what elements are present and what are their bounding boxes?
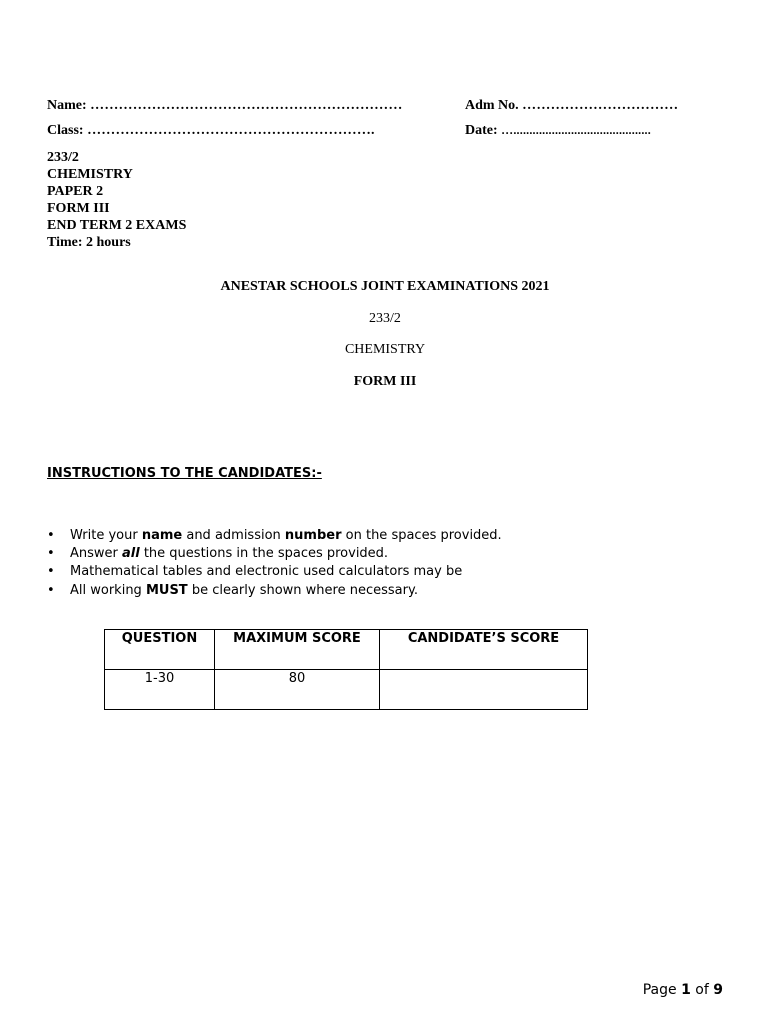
adm-dots: …………………………… bbox=[522, 98, 679, 113]
score-table bbox=[104, 629, 588, 710]
instructions-heading: INSTRUCTIONS TO THE CANDIDATES:- bbox=[47, 466, 322, 481]
name-field[interactable] bbox=[47, 98, 403, 114]
exam-title: ANESTAR SCHOOLS JOINT EXAMINATIONS 2021 bbox=[220, 279, 550, 294]
adm-no-field[interactable] bbox=[465, 98, 678, 114]
list-item bbox=[47, 582, 502, 600]
cell-maximum-score: 80 bbox=[215, 670, 380, 710]
class-field[interactable] bbox=[47, 123, 375, 139]
bullet-icon: • bbox=[47, 582, 55, 598]
exam-subject: CHEMISTRY bbox=[344, 342, 426, 357]
current-page: 1 bbox=[681, 982, 691, 998]
list-item bbox=[47, 527, 502, 545]
bullet-icon: • bbox=[47, 564, 55, 580]
paper-term: END TERM 2 EXAMS bbox=[47, 218, 187, 233]
class-label: Class: bbox=[47, 123, 84, 138]
bullet-icon: • bbox=[47, 528, 55, 543]
exam-code: 233/2 bbox=[369, 311, 401, 326]
name-dots: ………………………………………………………… bbox=[90, 98, 403, 113]
paper-number: PAPER 2 bbox=[47, 184, 104, 199]
paper-code: 233/2 bbox=[47, 150, 79, 165]
table-header-row bbox=[105, 630, 588, 670]
table-row bbox=[105, 670, 588, 710]
instruction-text: All working MUST be clearly shown where necessary. bbox=[70, 582, 418, 598]
of-word: of bbox=[695, 982, 709, 998]
paper-info bbox=[47, 149, 186, 251]
total-pages: 9 bbox=[713, 982, 723, 998]
header-maximum-score: MAXIMUM SCORE bbox=[215, 630, 380, 670]
header-candidate-score: CANDIDATE’S SCORE bbox=[380, 630, 588, 670]
page-number bbox=[643, 982, 723, 998]
paper-form: FORM III bbox=[47, 201, 110, 216]
instructions-list bbox=[47, 527, 502, 600]
instruction-text: Answer all the questions in the spaces provided. bbox=[70, 546, 389, 562]
bullet-icon: • bbox=[47, 546, 55, 562]
date-label: Date: bbox=[465, 123, 498, 138]
date-dots: …........................................... bbox=[501, 123, 651, 137]
list-item bbox=[47, 563, 502, 581]
paper-time: Time: 2 hours bbox=[47, 235, 131, 250]
page-word: Page bbox=[642, 982, 677, 998]
paper-subject: CHEMISTRY bbox=[47, 167, 133, 182]
name-label: Name: bbox=[47, 98, 87, 113]
cell-candidate-score[interactable] bbox=[380, 670, 588, 710]
date-field[interactable] bbox=[465, 123, 651, 139]
cell-question-range: 1-30 bbox=[105, 670, 215, 710]
list-item bbox=[47, 545, 502, 563]
exam-form: FORM III bbox=[353, 374, 417, 389]
instruction-text: Write your name and admission number on the spaces provided. bbox=[70, 528, 502, 543]
class-dots: ……………………………………………………. bbox=[87, 123, 375, 138]
adm-label: Adm No. bbox=[465, 98, 519, 113]
header-question: QUESTION bbox=[105, 630, 215, 670]
instruction-text: Mathematical tables and electronic used calculators may be bbox=[70, 564, 463, 580]
